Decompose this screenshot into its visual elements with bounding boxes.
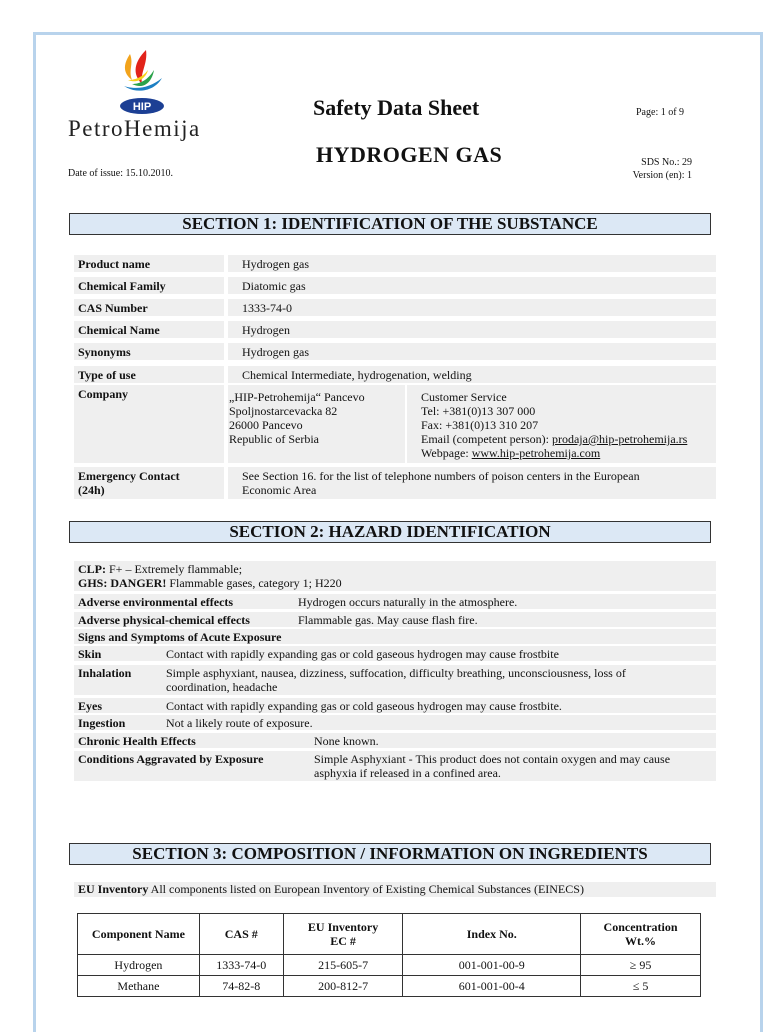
- page-number: Page: 1 of 9: [636, 107, 685, 118]
- col-cas: CAS #: [199, 914, 283, 955]
- row-env-effects: [74, 594, 716, 609]
- section-1-heading: SECTION 1: IDENTIFICATION OF THE SUBSTANCE: [69, 213, 711, 235]
- cell: 001-001-00-9: [403, 955, 581, 976]
- logo-wordmark: PetroHemija: [68, 116, 201, 141]
- section-2-heading: SECTION 2: HAZARD IDENTIFICATION: [69, 521, 711, 543]
- label: Ingestion: [78, 716, 126, 730]
- cell: 200-812-7: [283, 976, 403, 997]
- row-skin: [74, 646, 716, 661]
- row-cas-number: [74, 299, 716, 316]
- sds-number: SDS No.: 29: [641, 157, 692, 168]
- row-chemical-name: [74, 321, 716, 338]
- value: Hydrogen occurs naturally in the atmosphere.: [298, 595, 518, 609]
- cell: 1333-74-0: [199, 955, 283, 976]
- row-ingestion: [74, 715, 716, 730]
- document-subtitle: HYDROGEN GAS: [316, 142, 503, 167]
- row-product-name: [74, 255, 716, 272]
- value: None known.: [314, 734, 379, 748]
- value: 1333-74-0: [242, 301, 292, 315]
- document-title: Safety Data Sheet: [313, 95, 480, 120]
- value: Contact with rapidly expanding gas or cold gaseous hydrogen may cause frostbite.: [166, 699, 562, 713]
- web-link[interactable]: www.hip-petrohemija.com: [471, 446, 601, 460]
- value: Hydrogen gas: [242, 345, 309, 359]
- row-signs: [74, 629, 716, 644]
- label: Adverse environmental effects: [78, 595, 234, 609]
- service-email: Email (competent person): prodaja@hip-petrohemija.rs: [421, 432, 688, 446]
- label: Emergency Contact (24h): [78, 469, 180, 497]
- label: Inhalation: [78, 666, 132, 680]
- cell: ≤ 5: [581, 976, 701, 997]
- eu-inventory-row: EU Inventory All components listed on European Inventory of Existing Chemical Substances (EINECS): [74, 882, 716, 897]
- address-line: „HIP-Petrohemija“ Pancevo: [229, 390, 365, 404]
- address-line: Republic of Serbia: [229, 432, 319, 446]
- service-tel: Tel: +381(0)13 307 000: [421, 404, 536, 418]
- label: Company: [78, 387, 129, 401]
- value: Chemical Intermediate, hydrogenation, welding: [242, 368, 472, 382]
- service-web: Webpage: www.hip-petrohemija.com: [421, 446, 601, 460]
- row-clp-ghs: CLP: F+ – Extremely flammable; GHS: DANGER! Flammable gases, category 1; H220: [74, 561, 716, 591]
- service-title: Customer Service: [421, 390, 507, 404]
- label: Product name: [78, 257, 151, 271]
- sds-info: [633, 156, 692, 182]
- row-synonyms: [74, 343, 716, 360]
- email-link[interactable]: prodaja@hip-petrohemija.rs: [551, 432, 688, 446]
- label: Skin: [78, 647, 102, 661]
- row-chronic: [74, 733, 716, 748]
- address-line: 26000 Pancevo: [229, 418, 303, 432]
- value: Hydrogen gas: [242, 257, 309, 271]
- table-row: [78, 976, 701, 997]
- row-conditions: [74, 751, 716, 781]
- address-line: Spoljnostarcevacka 82: [229, 404, 338, 418]
- label: Conditions Aggravated by Exposure: [78, 752, 264, 766]
- cell: 601-001-00-4: [403, 976, 581, 997]
- cell: Hydrogen: [78, 955, 200, 976]
- label: Adverse physical-chemical effects: [78, 613, 250, 627]
- col-index-no: Index No.: [403, 914, 581, 955]
- value: See Section 16. for the list of telephone numbers of poison centers in the European Economic Area: [242, 469, 640, 497]
- cell: ≥ 95: [581, 955, 701, 976]
- customer-service: [421, 390, 687, 460]
- label: Synonyms: [78, 345, 131, 359]
- logo-badge-text: HIP: [132, 101, 152, 113]
- table-header-row: [78, 914, 701, 955]
- row-inhalation: [74, 665, 716, 695]
- label: Chronic Health Effects: [78, 734, 196, 748]
- ingredients-table: [77, 913, 701, 997]
- row-eyes: [74, 698, 716, 713]
- label: CAS Number: [78, 301, 148, 315]
- cell: Methane: [78, 976, 200, 997]
- value: Flammable gas. May cause flash fire.: [298, 613, 478, 627]
- row-chemical-family: [74, 277, 716, 294]
- row-emergency-contact: [74, 467, 716, 499]
- company-address: [229, 390, 401, 446]
- section-3-heading: SECTION 3: COMPOSITION / INFORMATION ON INGREDIENTS: [69, 843, 711, 865]
- label: Eyes: [78, 699, 102, 713]
- service-fax: Fax: +381(0)13 310 207: [421, 418, 539, 432]
- value: Simple Asphyxiant - This product does not contain oxygen and may cause asphyxia if released in a confined area.: [314, 752, 671, 780]
- col-eu-inventory: EU Inventory EC #: [283, 914, 403, 955]
- value: Simple asphyxiant, nausea, dizziness, suffocation, difficulty breathing, unconsciousness, loss of coordination, headache: [166, 666, 626, 694]
- cell: 74-82-8: [199, 976, 283, 997]
- value: Diatomic gas: [242, 279, 306, 293]
- value: Not a likely route of exposure.: [166, 716, 313, 730]
- value: Contact with rapidly expanding gas or cold gaseous hydrogen may cause frostbite: [166, 647, 559, 661]
- label: Type of use: [78, 368, 136, 382]
- label: Chemical Family: [78, 279, 166, 293]
- table-row: [78, 955, 701, 976]
- date-of-issue: Date of issue: 15.10.2010.: [68, 168, 173, 179]
- sds-version: Version (en): 1: [632, 170, 692, 181]
- label: Chemical Name: [78, 323, 160, 337]
- col-concentration: Concentration Wt.%: [581, 914, 701, 955]
- col-component-name: Component Name: [78, 914, 200, 955]
- cell: 215-605-7: [283, 955, 403, 976]
- row-type-of-use: [74, 366, 716, 383]
- value: Hydrogen: [242, 323, 290, 337]
- row-phys-effects: [74, 612, 716, 627]
- label: Signs and Symptoms of Acute Exposure: [78, 630, 282, 644]
